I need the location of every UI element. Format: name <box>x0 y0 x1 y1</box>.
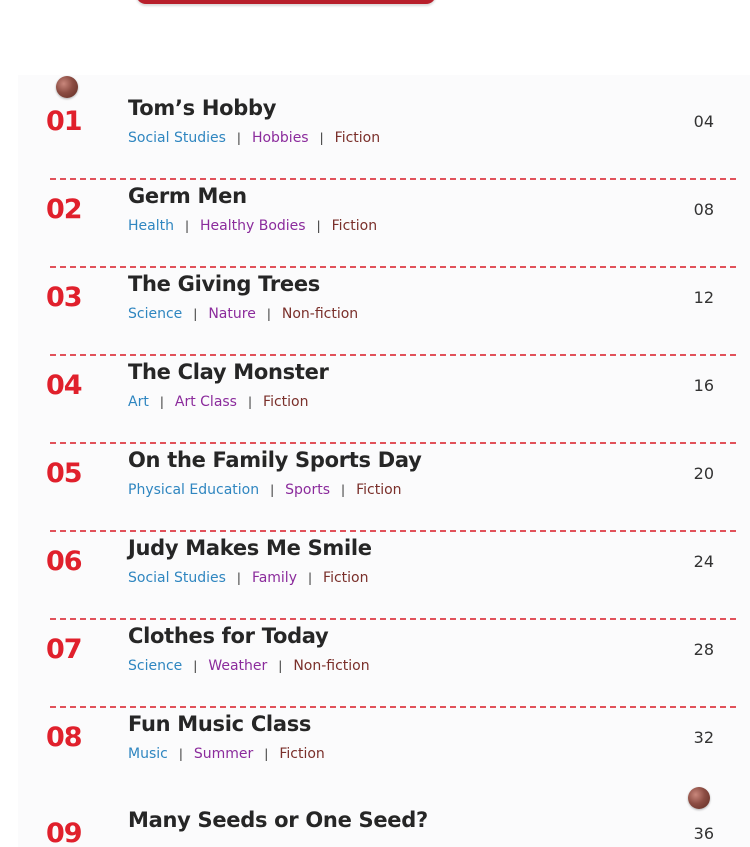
tag-separator: | <box>236 131 241 145</box>
entry-tags <box>128 394 308 410</box>
tag-genre: Fiction <box>334 130 381 146</box>
entry-title[interactable]: Judy Makes Me Smile <box>128 536 372 560</box>
tag-separator: | <box>236 571 241 585</box>
toc-entry-07[interactable] <box>0 620 750 708</box>
tag-genre: Fiction <box>263 394 309 410</box>
tag-separator: | <box>193 659 198 673</box>
entry-page-number: 36 <box>693 824 714 843</box>
tag-subject: Health <box>128 218 174 234</box>
entry-tags <box>128 570 369 586</box>
toc-entry-04[interactable] <box>0 356 750 444</box>
entry-number: 01 <box>46 106 82 137</box>
tag-genre: Non-fiction <box>281 306 359 322</box>
tag-separator: | <box>270 483 275 497</box>
tag-genre: Fiction <box>279 746 325 762</box>
tag-genre: Fiction <box>356 482 402 498</box>
tag-topic: Art Class <box>174 394 237 410</box>
entry-title[interactable]: Many Seeds or One Seed? <box>128 808 428 832</box>
entry-page-number: 12 <box>693 288 714 307</box>
entry-tags <box>128 218 377 234</box>
toc-entry-02[interactable] <box>0 180 750 268</box>
entry-title[interactable]: The Clay Monster <box>128 360 329 384</box>
entry-title[interactable]: Fun Music Class <box>128 712 312 736</box>
entry-number: 02 <box>46 194 82 225</box>
tag-topic: Sports <box>285 482 331 498</box>
tag-topic: Summer <box>193 746 254 762</box>
entry-tags <box>128 746 325 762</box>
tag-topic: Nature <box>208 306 256 322</box>
tag-separator: | <box>159 395 164 409</box>
tag-separator: | <box>264 747 269 761</box>
entry-number: 05 <box>46 458 82 489</box>
entry-page-number: 32 <box>693 728 714 747</box>
toc-entry-05[interactable] <box>0 444 750 532</box>
entry-page-number: 16 <box>693 376 714 395</box>
tag-topic: Family <box>251 570 297 586</box>
tag-topic: Healthy Bodies <box>200 218 306 234</box>
tag-subject: Physical Education <box>128 482 260 498</box>
toc-entry-06[interactable] <box>0 532 750 620</box>
bead-decoration-bottom <box>688 787 710 809</box>
tag-subject: Social Studies <box>128 570 226 586</box>
tag-separator: | <box>178 747 183 761</box>
entry-title[interactable]: The Giving Trees <box>128 272 321 296</box>
tag-separator: | <box>308 571 313 585</box>
tag-separator: | <box>319 131 324 145</box>
tag-separator: | <box>193 307 198 321</box>
entry-tags <box>128 658 370 674</box>
tag-genre: Fiction <box>331 218 378 234</box>
entry-number: 06 <box>46 546 82 577</box>
entry-page-number: 24 <box>693 552 714 571</box>
tag-separator: | <box>341 483 346 497</box>
tag-topic: Weather <box>208 658 268 674</box>
tag-genre: Fiction <box>323 570 369 586</box>
tag-separator: | <box>278 659 283 673</box>
entry-number: 07 <box>46 634 82 665</box>
tag-subject: Social Studies <box>128 130 226 146</box>
entry-tags <box>128 306 358 322</box>
top-ribbon-decoration <box>136 0 436 4</box>
toc-entry-03[interactable] <box>0 268 750 356</box>
tag-separator: | <box>184 219 190 233</box>
entry-page-number: 20 <box>693 464 714 483</box>
tag-separator: | <box>266 307 271 321</box>
entry-title[interactable]: Germ Men <box>128 184 247 208</box>
tag-separator: | <box>316 219 321 233</box>
tag-genre: Non-fiction <box>293 658 370 674</box>
toc-entry-09[interactable] <box>0 804 750 847</box>
tag-subject: Science <box>128 658 183 674</box>
entry-number: 08 <box>46 722 82 753</box>
entry-page-number: 28 <box>693 640 714 659</box>
entry-page-number: 04 <box>693 112 714 131</box>
tag-separator: | <box>247 395 253 409</box>
entry-title[interactable]: Tom’s Hobby <box>128 96 277 120</box>
tag-subject: Science <box>128 306 183 322</box>
entry-title[interactable]: On the Family Sports Day <box>128 448 422 472</box>
toc-entry-08[interactable] <box>0 708 750 796</box>
tag-subject: Art <box>128 394 149 410</box>
entry-page-number: 08 <box>693 200 714 219</box>
entry-number: 03 <box>46 282 82 313</box>
toc-entry-01[interactable] <box>0 92 750 180</box>
entry-number: 04 <box>46 370 82 401</box>
entry-title[interactable]: Clothes for Today <box>128 624 329 648</box>
entry-tags <box>128 130 380 146</box>
tag-subject: Music <box>128 746 168 762</box>
entry-tags <box>128 482 402 498</box>
entry-number: 09 <box>46 818 82 847</box>
tag-topic: Hobbies <box>251 130 309 146</box>
